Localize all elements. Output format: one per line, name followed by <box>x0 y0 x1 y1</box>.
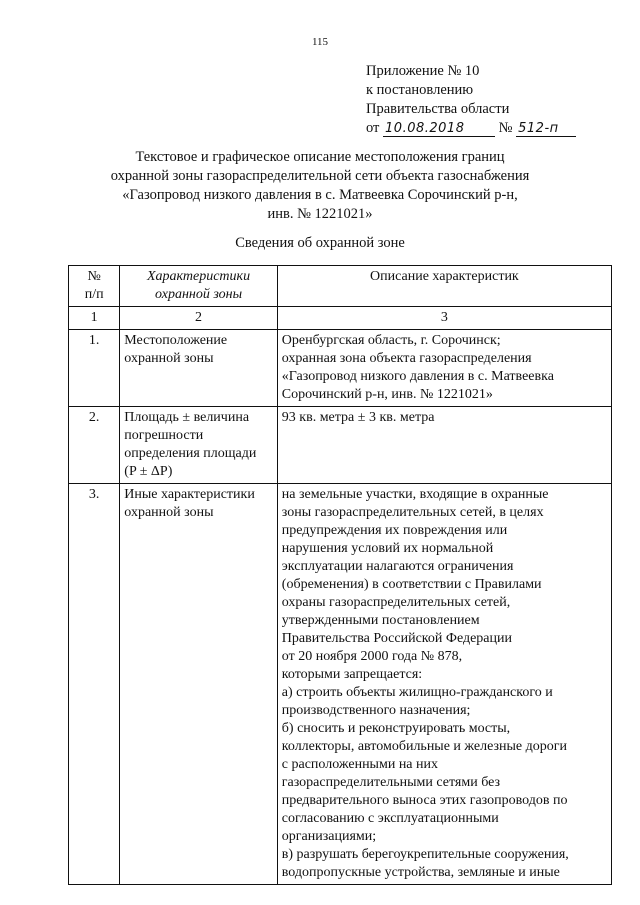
header-num-line-2: п/п <box>84 287 104 302</box>
text-line: от 20 ноября 2000 года № 878, <box>281 649 463 664</box>
text-line: водопропускные устройства, земляные и иные <box>281 865 560 880</box>
text-line: охранной зоны <box>124 351 214 366</box>
title-line-4: инв. № 1221021» <box>267 206 373 222</box>
text-line: которыми запрещается: <box>281 667 423 682</box>
text-line: охраны газораспределительных сетей, <box>281 595 511 610</box>
table-header-row <box>69 266 612 307</box>
text-line: Местоположение <box>124 333 228 348</box>
table-row <box>69 330 612 407</box>
appendix-line-1: Приложение № 10 <box>366 63 480 79</box>
header-description: Описание характеристик <box>277 266 611 307</box>
text-line: (обременения) в соответствии с Правилами <box>281 577 542 592</box>
handwritten-number: 512-п <box>516 122 576 137</box>
table-row <box>69 484 612 885</box>
text-line: предварительного выноса этих газопроводов по <box>281 793 568 808</box>
title-line-3: «Газопровод низкого давления в с. Матвеевка Сорочинский р-н, <box>122 187 518 203</box>
table-row <box>69 407 612 484</box>
text-line: зоны газораспределительных сетей, в целях <box>281 505 544 520</box>
text-line: Оренбургская область, г. Сорочинск; <box>281 333 501 348</box>
title-line-2: охранной зоны газораспределительной сети объекта газоснабжения <box>110 168 530 184</box>
row-characteristic <box>120 330 277 407</box>
handwritten-date: 10.08.2018 <box>383 122 495 137</box>
section-subtitle: Сведения об охранной зоне <box>235 235 405 251</box>
appendix-line-3: Правительства области <box>366 101 510 117</box>
row-number: 3. <box>69 484 120 885</box>
index-cell-2: 2 <box>120 307 277 330</box>
text-line: нарушения условий их нормальной <box>281 541 494 556</box>
header-characteristic <box>120 266 277 307</box>
text-line: утвержденными постановлением <box>281 613 480 628</box>
number-label: № <box>498 120 513 136</box>
row-description <box>277 330 611 407</box>
text-line: а) строить объекты жилищно-гражданского и <box>281 685 553 700</box>
text-line: 93 кв. метра ± 3 кв. метра <box>281 410 435 425</box>
text-line: с расположенными на них <box>281 757 439 772</box>
text-line: охранная зона объекта газораспределения <box>281 351 532 366</box>
text-line: производственного назначения; <box>281 703 471 718</box>
text-line: Иные характеристики <box>124 487 255 502</box>
header-char-line-1: Характеристики <box>146 269 251 284</box>
text-line: Правительства Российской Федерации <box>281 631 512 646</box>
text-line: согласованию с эксплуатационными <box>281 811 499 826</box>
appendix-block <box>366 62 576 138</box>
text-line: газораспределительными сетями без <box>281 775 501 790</box>
text-line: погрешности <box>124 428 204 443</box>
text-line: «Газопровод низкого давления в с. Матвеевка <box>281 369 554 384</box>
text-line: определения площади <box>124 446 257 461</box>
appendix-line-2: к постановлению <box>366 82 474 98</box>
header-num <box>69 266 120 307</box>
text-line: коллекторы, автомобильные и железные дороги <box>281 739 567 754</box>
text-line: Площадь ± величина <box>124 410 250 425</box>
row-characteristic <box>120 407 277 484</box>
text-line: эксплуатации налагаются ограничения <box>281 559 514 574</box>
text-line: б) сносить и реконструировать мосты, <box>281 721 511 736</box>
zone-table <box>68 265 612 885</box>
row-number: 2. <box>69 407 120 484</box>
text-line: в) разрушать берегоукрепительные сооружения, <box>281 847 569 862</box>
text-line: Сорочинский р-н, инв. № 1221021» <box>281 387 493 402</box>
row-description <box>277 484 611 885</box>
header-num-line-1: № <box>87 269 101 284</box>
text-line: охранной зоны <box>124 505 214 520</box>
title-line-1: Текстовое и графическое описание местоположения границ <box>135 149 505 165</box>
text-line: предупреждения их повреждения или <box>281 523 508 538</box>
row-description <box>277 407 611 484</box>
page-number: 115 <box>311 36 329 48</box>
index-cell-1: 1 <box>69 307 120 330</box>
text-line: на земельные участки, входящие в охранные <box>281 487 549 502</box>
from-label: от <box>366 120 380 136</box>
index-cell-3: 3 <box>277 307 611 330</box>
row-number: 1. <box>69 330 120 407</box>
row-characteristic <box>120 484 277 885</box>
table-index-row <box>69 307 612 330</box>
header-char-line-2: охранной зоны <box>155 287 243 302</box>
appendix-date-line <box>366 119 576 138</box>
text-line: организациями; <box>281 829 377 844</box>
text-line: (P ± ΔP) <box>124 464 173 479</box>
document-title <box>80 148 560 224</box>
